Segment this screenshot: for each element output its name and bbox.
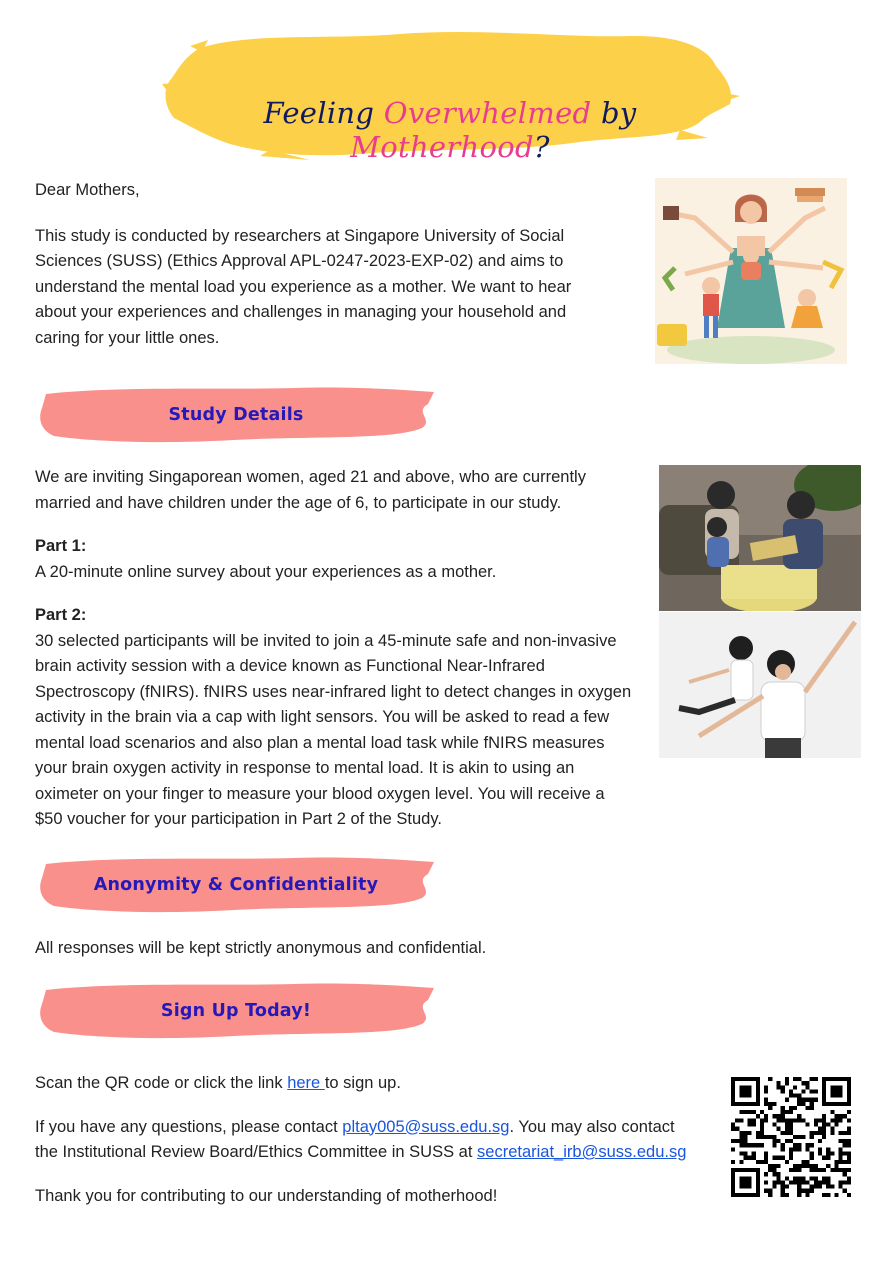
intro-line: This study is conducted by researchers at Singapore University of Social xyxy=(35,226,565,245)
part2-line: oximeter on your finger to measure your blood oxygen level. You will receive a xyxy=(35,784,605,803)
part2-line: activity in the brain via a cap with light sensors. You will be asked to read a few xyxy=(35,708,610,726)
irb-prefix: the Institutional Review Board/Ethics Committee in SUSS at xyxy=(35,1143,478,1161)
study-details-section xyxy=(35,465,650,833)
contact-prefix: If you have any questions, please contact xyxy=(35,1117,343,1136)
greeting: Dear Mothers, xyxy=(35,181,140,199)
section-heading-anonymity xyxy=(34,852,438,918)
title-part-overwhelmed: Overwhelmed xyxy=(383,96,592,130)
title-banner xyxy=(160,26,740,162)
irb-line xyxy=(35,1140,715,1166)
thanks-text: Thank you for contributing to our understanding of motherhood! xyxy=(35,1186,498,1205)
contact-line xyxy=(35,1115,715,1141)
section-heading-sign-up xyxy=(34,978,438,1044)
title-part-question: ? xyxy=(533,130,550,164)
contact-email-link[interactable]: pltay005@suss.edu.sg xyxy=(342,1117,510,1136)
part2-line: your brain oxygen activity in response to mental load. It is akin to using an xyxy=(35,759,575,777)
part2-line: brain activity session with a device known as Functional Near-Infrared xyxy=(35,657,545,675)
contact-mid: . You may also contact xyxy=(509,1117,675,1136)
title-part-by: by xyxy=(591,96,637,130)
page-title xyxy=(160,96,740,164)
dancers-fnirs-photo xyxy=(659,612,861,758)
part2-heading: Part 2: xyxy=(35,606,87,624)
section-heading-label: Anonymity & Confidentiality xyxy=(93,875,379,895)
scan-prefix: Scan the QR code or click the link xyxy=(35,1074,288,1092)
intro-line: about your experiences and challenges in managing your household and xyxy=(35,303,567,321)
section-heading-study-details xyxy=(34,382,438,448)
part2-line: 30 selected participants will be invited to join a 45-minute safe and non-invasive xyxy=(35,631,617,650)
irb-email-link[interactable]: secretariat_irb@suss.edu.sg xyxy=(477,1143,687,1161)
section-heading-label: Study Details xyxy=(168,405,304,425)
scan-line xyxy=(35,1071,715,1097)
sign-up-link[interactable]: here xyxy=(287,1074,325,1092)
qr-code-icon[interactable] xyxy=(731,1077,851,1197)
intro-line: caring for your little ones. xyxy=(35,328,220,347)
invite-line: We are inviting Singaporean women, aged 21 and above, who are currently xyxy=(35,468,586,486)
scan-suffix: to sign up. xyxy=(324,1074,401,1092)
section-heading-label: Sign Up Today! xyxy=(160,1001,312,1021)
part1-text: A 20-minute online survey about your experiences as a mother. xyxy=(35,562,497,581)
part1-heading: Part 1: xyxy=(35,537,87,555)
intro-line: understand the mental load you experience as a mother. We want to hear xyxy=(35,277,572,296)
part2-line: mental load scenarios and also plan a mental load task while fNIRS measures xyxy=(35,733,605,752)
part2-line: $50 voucher for your participation in Part 2 of the Study. xyxy=(35,810,442,828)
busy-mother-illustration xyxy=(655,178,847,364)
anonymity-text: All responses will be kept strictly anonymous and confidential. xyxy=(35,939,487,957)
invite-line: married and have children under the age of 6, to participate in our study. xyxy=(35,493,562,512)
intro-section xyxy=(35,178,645,351)
part2-line: Spectroscopy (fNIRS). fNIRS uses near-infrared light to detect changes in oxygen xyxy=(35,682,632,701)
title-part-motherhood: Motherhood xyxy=(350,130,534,164)
intro-line: Sciences (SUSS) (Ethics Approval APL-0247-2023-EXP-02) and aims to xyxy=(35,252,564,270)
anonymity-section xyxy=(35,936,650,962)
sign-up-section xyxy=(35,1071,715,1209)
title-part-feeling: Feeling xyxy=(263,96,384,130)
family-fnirs-photo xyxy=(659,465,861,611)
